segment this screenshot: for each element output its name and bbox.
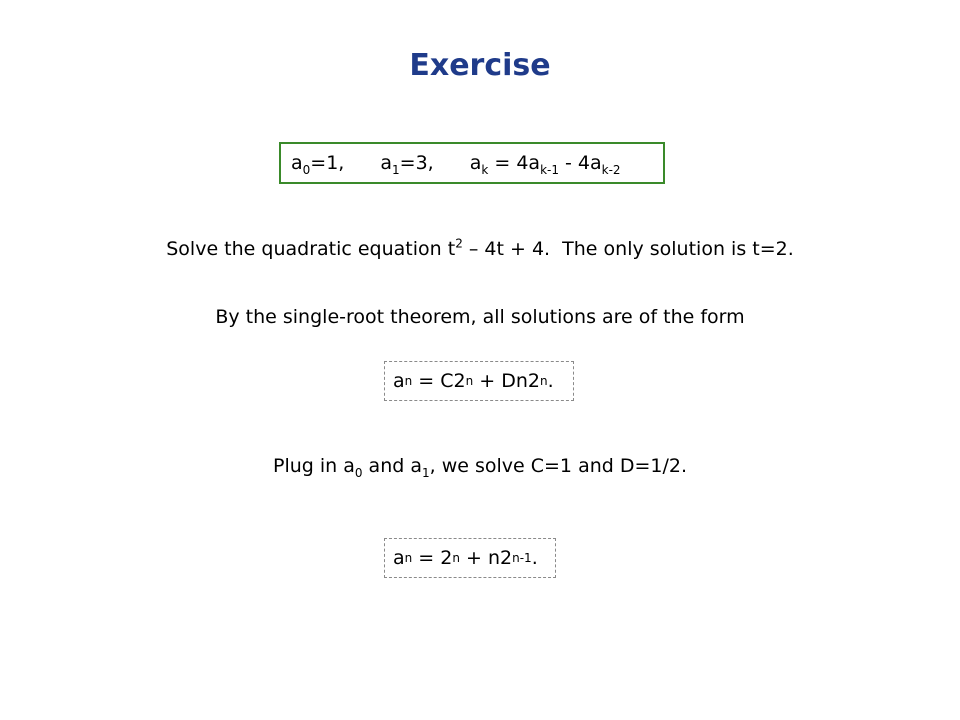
a0-term: $a_0=1$, bbox=[291, 151, 345, 177]
theorem-line: By the single-root theorem, all solutions are of the form bbox=[215, 306, 745, 328]
plug-in-line: Plug in $a_0$ and $a_1$, we solve C=1 and D=1/2. bbox=[272, 455, 688, 480]
quadratic-line: Solve the quadratic equation $t^2 - 4t + 4$. The only solution is t=2. bbox=[166, 236, 794, 260]
recurrence-box bbox=[279, 142, 665, 184]
a1-term: $a_1=3$, bbox=[380, 151, 434, 177]
answer-box: a n = 2 n + n2 n-1 . bbox=[384, 538, 556, 578]
slide-title: Exercise bbox=[409, 48, 551, 83]
ak-term: $a_k = 4a_{k-1} - 4a_{k-2}$ bbox=[469, 151, 621, 177]
general-form-box: a n = C2 n + Dn2 n . bbox=[384, 361, 574, 401]
